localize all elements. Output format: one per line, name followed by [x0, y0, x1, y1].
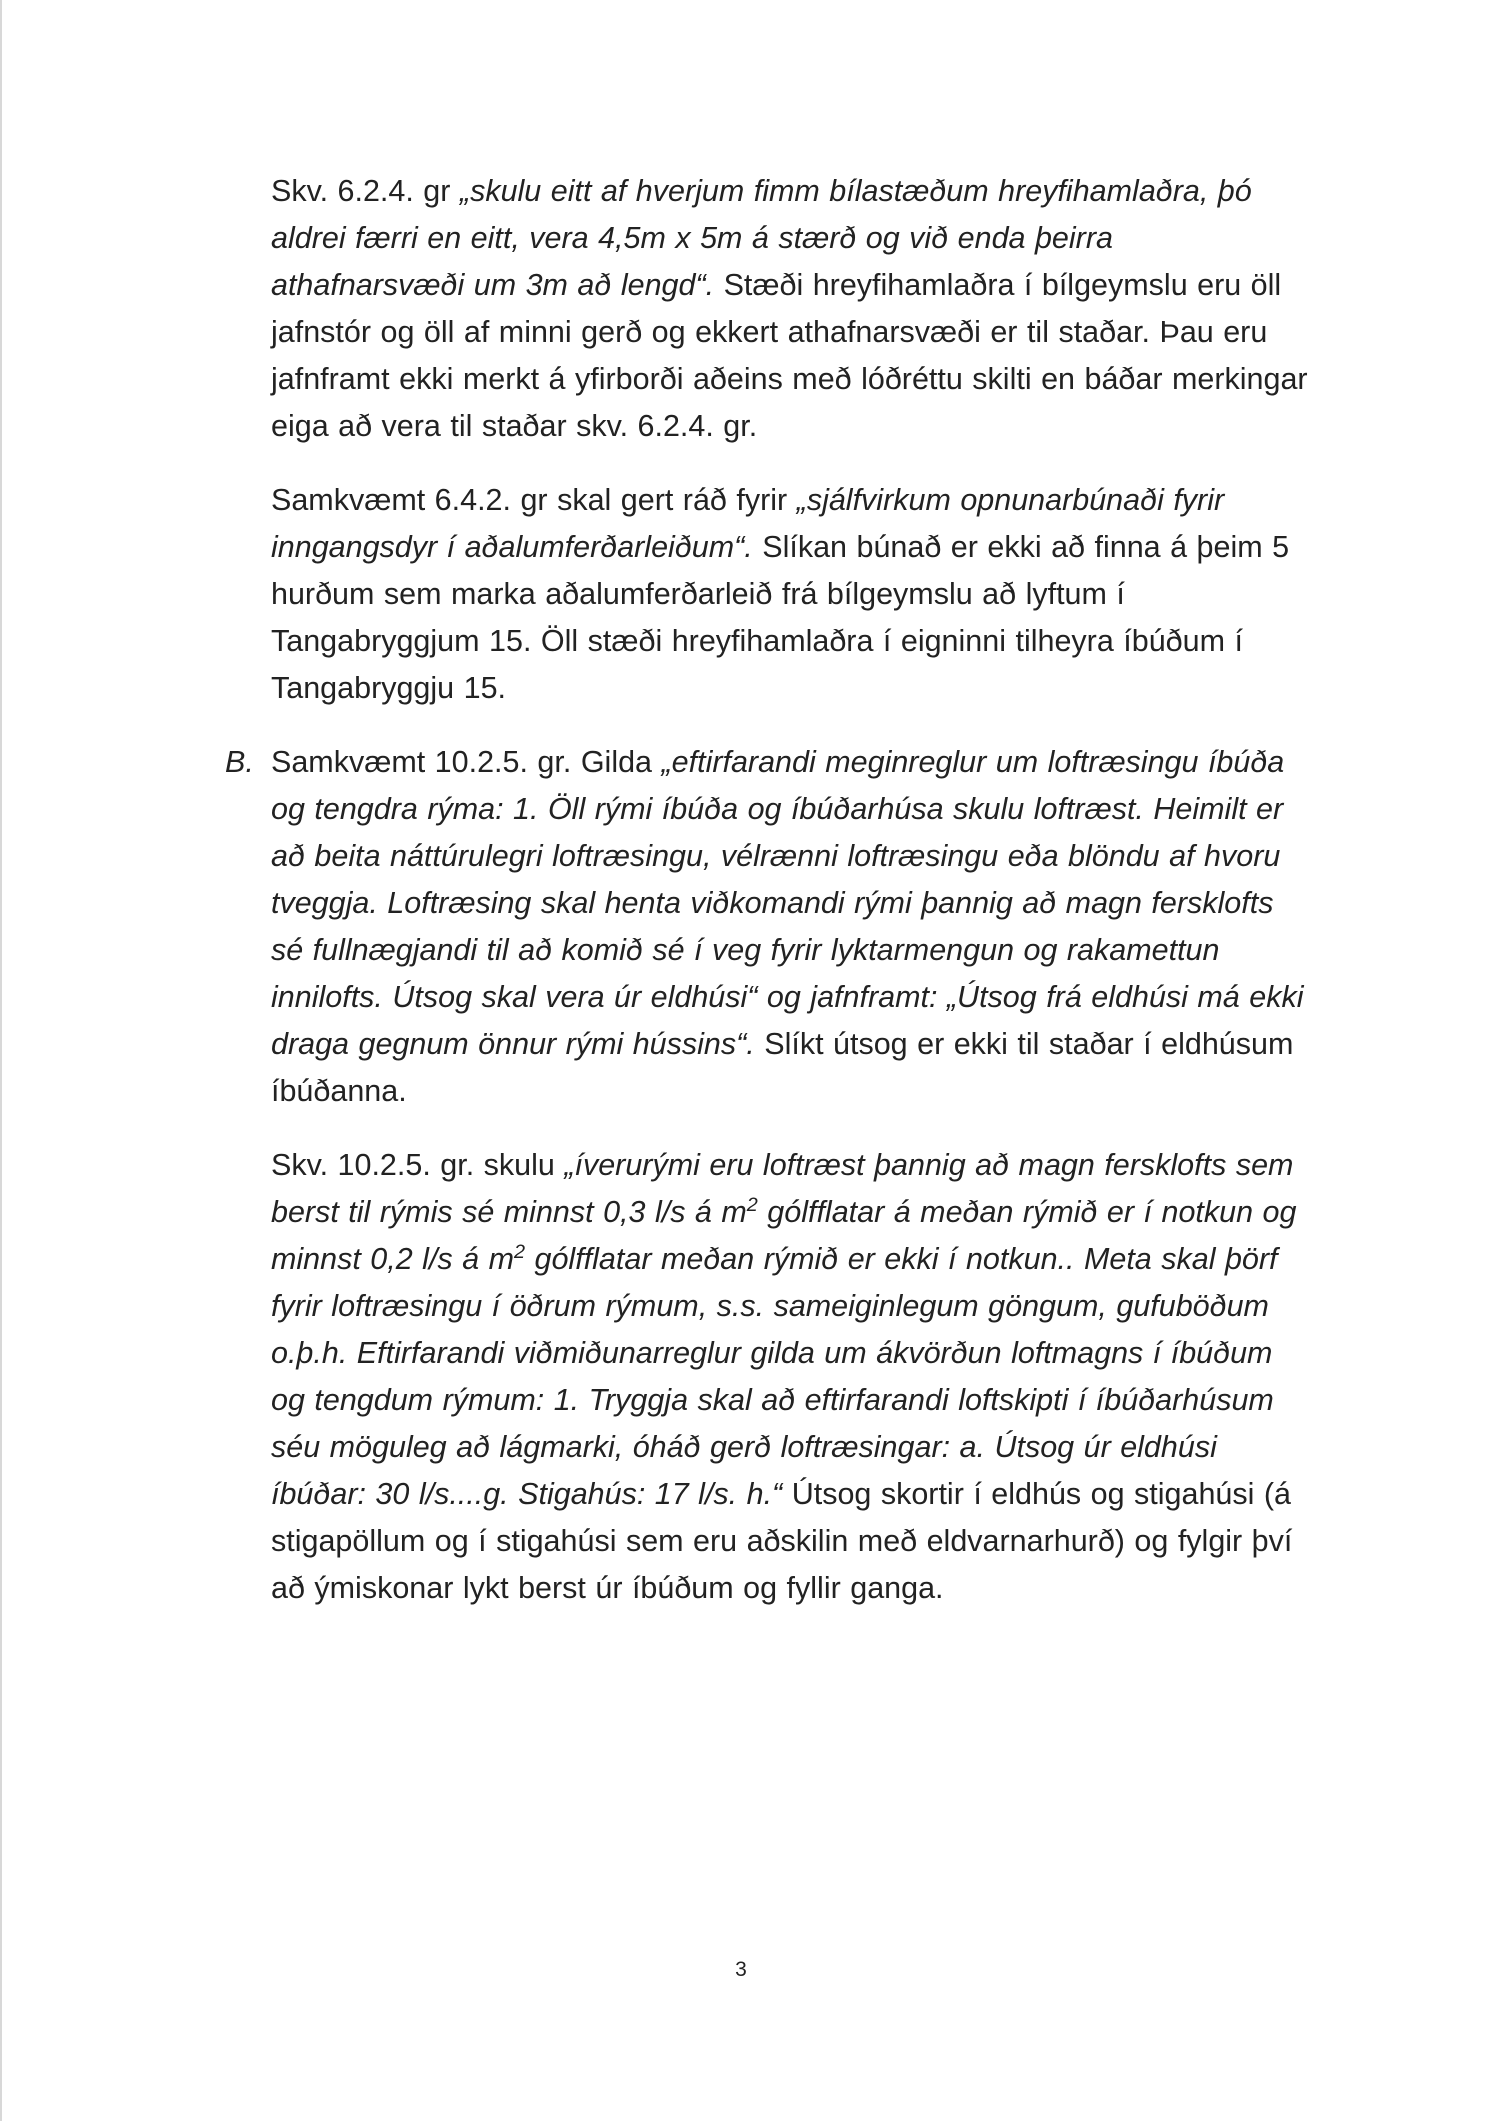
paragraph-1: [271, 168, 1311, 450]
paragraph-2-quote: „sjálfvirkum opnunarbúnaði fyrir inngangsdyr í aðalumferðarleiðum“.: [271, 483, 1225, 564]
paragraph-4-quote-part-2: gólfflatar á meðan rýmið er í notkun og minnst 0,2 l/s á m: [271, 1195, 1297, 1276]
paragraph-1-text-2: Stæði hreyfihamlaðra í bílgeymslu eru öll jafnstór og öll af minni gerð og ekkert athafnarsvæði er til staðar. Þau eru jafnframt ekki merkt á yfirborði aðeins með lóðréttu skilti en báðar merkingar eiga að vera til staðar skv. 6.2.4. gr.: [271, 268, 1308, 443]
paragraph-4-quote-part-3: gólfflatar meðan rýmið er ekki í notkun.. Meta skal þörf fyrir loftræsingu í öðrum rýmum, s.s. sameiginlegum göngum, gufuböðum o.þ.h. Eftirfarandi viðmiðunarreglur gilda um ákvörðun loftmagns í íbúðum og tengdum rýmum: 1. Tryggja skal að eftirfarandi loftskipti í íbúðarhúsum séu möguleg að lágmarki, óháð gerð loftræsingar: a. Útsog úr eldhúsi íbúðar: 30 l/s....g. Stigahús: 17 l/s. h.“: [271, 1242, 1278, 1511]
section-marker-b: B.: [225, 745, 254, 779]
paragraph-4-quote: [271, 1148, 1296, 1511]
paragraph-2: [271, 477, 1311, 712]
paragraph-4: [271, 1142, 1311, 1612]
paragraph-3-text-2: Slíkt útsog er ekki til staðar í eldhúsum íbúðanna.: [271, 1027, 1294, 1108]
document-body: [225, 168, 1311, 1639]
paragraph-3-text: Samkvæmt 10.2.5. gr. Gilda: [271, 745, 662, 779]
paragraph-2-text: Samkvæmt 6.4.2. gr skal gert ráð fyrir: [271, 483, 797, 517]
superscript-2-second: 2: [514, 1240, 526, 1263]
superscript-2: 2: [746, 1193, 758, 1216]
paragraph-1-quote: „skulu eitt af hverjum fimm bílastæðum hreyfihamlaðra, þó aldrei færri en eitt, vera 4,5m x 5m á stærð og við enda þeirra athafnarsvæði um 3m að lengd“.: [271, 174, 1252, 302]
paragraph-4-text: Skv. 10.2.5. gr. skulu: [271, 1148, 565, 1182]
scan-edge-line: [0, 0, 2, 2121]
paragraph-1-text: Skv. 6.2.4. gr: [271, 174, 460, 208]
paragraph-4-quote-part-1: „íverurými eru loftræst þannig að magn fersklofts sem berst til rýmis sé minnst 0,3 l/s á m: [271, 1148, 1294, 1229]
paragraph-3-quote: „eftirfarandi meginreglur um loftræsingu íbúða og tengdra rýma: 1. Öll rými íbúða og íbúðarhúsa skulu loftræst. Heimilt er að beita náttúrulegri loftræsingu, vélrænni loftræsingu eða blöndu af hvoru tveggja. Loftræsing skal henta viðkomandi rými þannig að magn fersklofts sé fullnægjandi til að komið sé í veg fyrir lyktarmengun og rakamettun innilofts. Útsog skal vera úr eldhúsi“ og jafnframt: „Útsog frá eldhúsi má ekki draga gegnum önnur rými hússins“.: [271, 745, 1304, 1061]
paragraph-3: [225, 739, 1311, 1115]
paragraph-4-text-2: Útsog skortir í eldhús og stigahúsi (á stigapöllum og í stigahúsi sem eru aðskilin með eldvarnarhurð) og fylgir því að ýmiskonar lykt berst úr íbúðum og fyllir ganga.: [271, 1477, 1293, 1605]
paragraph-2-text-2: Slíkan búnað er ekki að finna á þeim 5 hurðum sem marka aðalumferðarleið frá bílgeymslu að lyftum í Tangabryggjum 15. Öll stæði hreyfihamlaðra í eigninni tilheyra íbúðum í Tangabryggju 15.: [271, 530, 1290, 705]
page-number: 3: [735, 1958, 747, 1981]
